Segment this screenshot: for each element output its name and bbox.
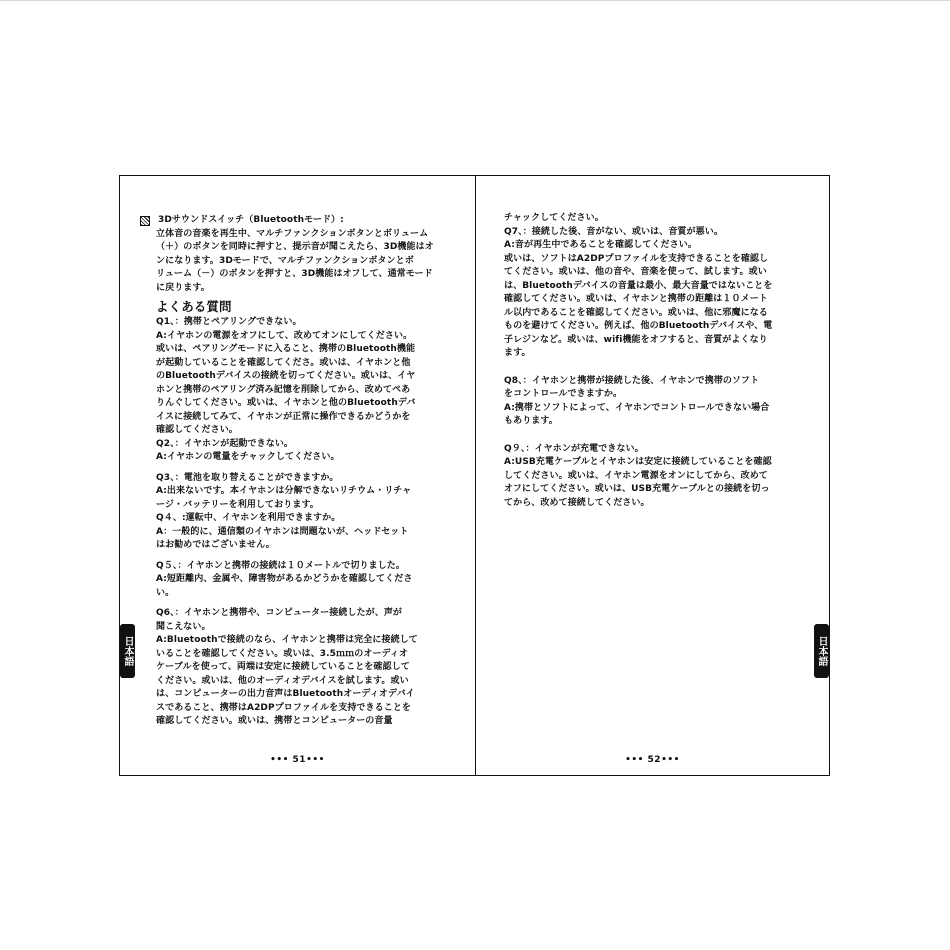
faq-line: はお勧めではございません。 bbox=[156, 540, 275, 550]
page-number-51: ••• 51••• bbox=[270, 755, 325, 765]
page-51-content bbox=[156, 214, 452, 729]
faq-line: A:短距離内、金属や、障害物があるかどうかを確認してくださ bbox=[156, 574, 413, 584]
language-tab-label: 日本語 bbox=[122, 636, 133, 666]
faq-line: てから、改めて接続してください。 bbox=[504, 497, 650, 508]
faq-line: A:音が再生中であることを確認してください。 bbox=[504, 240, 697, 250]
faq-line: もあります。 bbox=[504, 416, 558, 426]
top-border-line bbox=[0, 0, 950, 1]
faq-line: い。 bbox=[156, 587, 175, 598]
faq-line: てください。或いは、他の音や、音楽を使って、試します。或い bbox=[504, 267, 767, 277]
faq-line: A:USB充電ケーブルとイヤホンは安定に接続していることを確認 bbox=[504, 457, 772, 467]
faq-line: Q４、:運転中、イヤホンを利用できますか。 bbox=[156, 513, 341, 523]
faq-line: Q7、：接続した後、音がない、或いは、音質が悪い。 bbox=[504, 226, 723, 237]
faq-line: Q6、：イヤホンと携帯や、コンピューター接続したが、声が bbox=[156, 608, 403, 618]
page-51 bbox=[120, 176, 476, 775]
faq-q5 bbox=[156, 560, 452, 601]
faq-q7 bbox=[504, 226, 816, 361]
faq-line: Q8、：イヤホンと携帯が接続した後、イヤホンで携帯のソフト bbox=[504, 375, 760, 386]
faq-line: 子レジンなど。或いは、wifi機能をオフすると、音質がよくなり bbox=[504, 334, 768, 345]
faq-q6 bbox=[156, 607, 452, 729]
faq-title: よくある質問 bbox=[156, 299, 232, 314]
faq-line: ください。或いは、他のオーディオデバイスを試します。或い bbox=[156, 675, 409, 686]
page-52 bbox=[476, 176, 829, 775]
faq-q1 bbox=[156, 316, 452, 438]
faq-line: Q９、：イヤホンが充電できない。 bbox=[504, 443, 644, 454]
faq-line: チャックしてください。 bbox=[504, 213, 604, 223]
faq-line: が起動していることを確認してくださ。或いは、イヤホンと他 bbox=[156, 357, 411, 368]
faq-line: A:携帯とソフトによって、イヤホンでコントロールできない場合 bbox=[504, 402, 770, 413]
3d-switch-heading bbox=[140, 214, 452, 228]
faq-line: Q2、：イヤホンが起動できない。 bbox=[156, 438, 294, 449]
faq-line: Q５、：イヤホンと携帯の接続は１０メートルで切りました。 bbox=[156, 560, 405, 571]
bullet-square-icon bbox=[140, 216, 150, 226]
faq-line: オフにしてください。或いは、USB充電ケーブルとの接続を切っ bbox=[504, 484, 770, 494]
language-tab-left bbox=[120, 624, 135, 678]
3d-switch-intro bbox=[156, 228, 452, 296]
3d-switch-heading-text: 3Dサウンドスイッチ（Bluetoothモード）: bbox=[158, 215, 344, 225]
faq-line: ホンと携帯のペアリング済み記憶を削除してから、改めてペあ bbox=[156, 384, 411, 395]
faq-line: 或いは、ペアリングモードに入ること、携帯のBluetooth機能 bbox=[156, 344, 416, 354]
page-52-content bbox=[504, 212, 816, 510]
faq-line: は、コンピューターの出力音声はBluetoothオーディオデバイ bbox=[156, 689, 415, 699]
faq-line: ものを避けてください。例えば、他のBluetoothデバイスや、電 bbox=[504, 321, 773, 331]
faq-line: A:イヤホンの電源をオフにして、改めてオンにしてください。 bbox=[156, 330, 413, 341]
faq-line: いることを確認してください。或いは、3.5ｍｍのオーディオ bbox=[156, 648, 409, 659]
faq-q4 bbox=[156, 512, 452, 553]
intro-line: リューム（－）のボタンを押すと、3D機能はオフして、通常モード bbox=[156, 269, 433, 279]
faq-line: Q3、：電池を取り替えることができますか。 bbox=[156, 472, 339, 483]
faq-line: Q1、：携帯とペアリングできない。 bbox=[156, 317, 302, 327]
faq-line: 或いは、ソフトはA2DPプロファイルを支持できることを確認し bbox=[504, 253, 769, 264]
faq-line: スであること、携帯はA2DPプロファイルを支持できることを bbox=[156, 702, 412, 713]
faq-q8 bbox=[504, 375, 816, 429]
faq-q3 bbox=[156, 472, 452, 513]
faq-line: イスに接続してみて、イヤホンが正常に操作できるかどうかを bbox=[156, 411, 411, 422]
intro-line: （＋）のボタンを同時に押すと、提示音が聞こえたら、3D機能はオ bbox=[156, 242, 434, 252]
faq-line: をコントロールできますか。 bbox=[504, 389, 623, 399]
faq-line: 確認してください。 bbox=[156, 425, 238, 435]
faq-line: ージ・バッテリーを利用しております。 bbox=[156, 499, 319, 510]
faq-q2 bbox=[156, 438, 452, 465]
faq-line: してください。或いは、イヤホン電源をオンにしてから、改めて bbox=[504, 470, 768, 481]
faq-line: A:Bluetoothで接続のなら、イヤホンと携帯は完全に接続して bbox=[156, 635, 418, 645]
faq-line: A:出来ないです。本イヤホンは分解できないリチウム・リチャ bbox=[156, 486, 412, 496]
faq-line: ます。 bbox=[504, 348, 531, 358]
manual-page-spread bbox=[119, 175, 830, 776]
faq-line: 確認してください。或いは、携帯とコンピューターの音量 bbox=[156, 716, 393, 726]
intro-line: 立体音の音楽を再生中、マルチファンクションボタンとボリューム bbox=[156, 228, 429, 239]
faq-line: は、Bluetoothデバイスの音量は最小、最大音量ではないことを bbox=[504, 280, 773, 291]
faq-line: りんぐしてください。或いは、イヤホンと他のBluetoothデバ bbox=[156, 398, 416, 408]
page-number-52: ••• 52••• bbox=[625, 755, 680, 765]
q6-continuation bbox=[504, 212, 816, 226]
intro-line: ンになります。3Dモードで、マルチファンクションボタンとボ bbox=[156, 255, 414, 266]
language-tab-label: 日本語 bbox=[816, 636, 827, 666]
faq-line: A:イヤホンの電量をチャックしてください。 bbox=[156, 452, 340, 462]
faq-line: のBluetoothデバイスの接続を切ってください。或いは、イヤ bbox=[156, 371, 416, 381]
faq-line: ケーブルを使って、両端は安定に接続していることを確認して bbox=[156, 662, 410, 672]
faq-line: ル以内であることを確認してください。或いは、他に邪魔になる bbox=[504, 307, 768, 318]
faq-q9 bbox=[504, 443, 816, 511]
intro-line: に戻ります。 bbox=[156, 282, 210, 293]
language-tab-right bbox=[814, 624, 829, 678]
faq-line: A：一般的に、通信類のイヤホンは問題ないが、ヘッドセット bbox=[156, 526, 409, 537]
faq-line: 聞こえない。 bbox=[156, 621, 211, 632]
faq-line: 確認してください。或いは、イヤホンと携帯の距離は１０メート bbox=[504, 294, 768, 304]
